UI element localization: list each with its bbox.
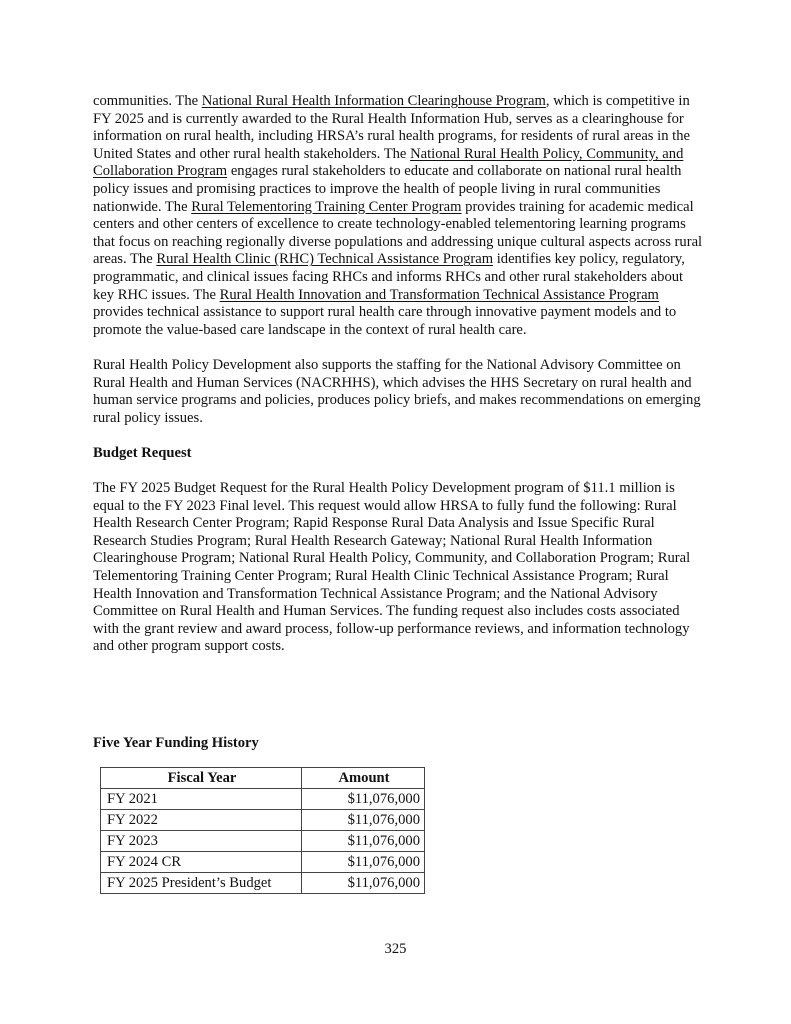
fiscal-year-cell: FY 2021 [101, 789, 302, 810]
link-innovation-transformation-ta-program[interactable]: Rural Health Innovation and Transformation Technical Assistance Program [219, 286, 659, 303]
programs-paragraph: communities. The National Rural Health Information Clearinghouse Program, which is competitive in FY 2025 and is currently awarded to the Rural Health Information Hub, serves as a clearinghouse for information on rural health, including HRSA’s rural health programs, for residents of rural areas in the United States and other rural health stakeholders. The National Rural Health Policy, Community, and Collaboration Program engages rural stakeholders to educate and collaborate on national rural health policy issues and promising practices to improve the health of people living in rural communities nationwide. The Rural Telementoring Training Center Program provides training for academic medical centers and other centers of excellence to create technology-enabled telementoring learning programs that focus on reaching regionally diverse populations and addressing unique cultural aspects across rural areas. The Rural Health Clinic (RHC) Technical Assistance Program identifies key policy, regulatory, programmatic, and clinical issues facing RHCs and informs RHCs and other rural stakeholders about key RHC issues. The Rural Health Innovation and Transformation Technical Assistance Program provides technical assistance to support rural health care through innovative payment models and to promote the value-based care landscape in the context of rural health care. [93, 93, 703, 338]
page-body [93, 93, 703, 656]
amount-cell: $11,076,000 [302, 810, 425, 831]
funding-history-table [100, 767, 425, 894]
table-row [101, 789, 425, 810]
link-clearinghouse-program[interactable]: National Rural Health Information Clearinghouse Program [201, 93, 546, 109]
table-header-row [101, 768, 425, 789]
fiscal-year-cell: FY 2022 [101, 810, 302, 831]
fiscal-year-cell: FY 2025 President’s Budget [101, 873, 302, 894]
link-rhc-technical-assistance-program[interactable]: Rural Health Clinic (RHC) Technical Assistance Program [156, 251, 494, 268]
amount-cell: $11,076,000 [302, 852, 425, 873]
budget-request-paragraph: The FY 2025 Budget Request for the Rural Health Policy Development program of $11.1 million is equal to the FY 2023 Final level. This request would allow HRSA to fully fund the following: Rural Health Research Center Program; Rapid Response Rural Data Analysis and Issue Specific Rural Research Studies Program; Rural Health Research Gateway; National Rural Health Information Clearinghouse Program; National Rural Health Policy, Community, and Collaboration Program; Rural Telementoring Training Center Program; Rural Health Clinic Technical Assistance Program; Rural Health Innovation and Transformation Technical Assistance Program; and the National Advisory Committee on Rural Health and Human Services. The funding request also includes costs associated with the grant review and award process, follow-up performance reviews, and information technology and other program support costs. [93, 480, 691, 655]
header-amount: Amount [302, 768, 425, 789]
budget-request-heading: Budget Request [93, 444, 192, 461]
amount-cell: $11,076,000 [302, 789, 425, 810]
page-number: 325 [384, 941, 407, 957]
amount-cell: $11,076,000 [302, 831, 425, 852]
table-row [101, 810, 425, 831]
table-row [101, 873, 425, 894]
link-telementoring-training-center-program[interactable]: Rural Telementoring Training Center Program [191, 198, 462, 215]
table-row [101, 831, 425, 852]
amount-cell: $11,076,000 [302, 873, 425, 894]
fiscal-year-cell: FY 2023 [101, 831, 302, 852]
header-fiscal-year: Fiscal Year [101, 768, 302, 789]
fiscal-year-cell: FY 2024 CR [101, 852, 302, 873]
link-policy-community-collaboration-program[interactable]: National Rural Health Policy, Community, and Collaboration Program [93, 145, 684, 180]
funding-history-heading: Five Year Funding History [93, 735, 259, 751]
nacrhhs-paragraph: Rural Health Policy Development also supports the staffing for the National Advisory Committee on Rural Health and Human Services (NACRHHS), which advises the HHS Secretary on rural health and human service programs and policies, produces policy briefs, and makes recommendations on emerging rural policy issues. [93, 356, 701, 426]
table-row [101, 852, 425, 873]
